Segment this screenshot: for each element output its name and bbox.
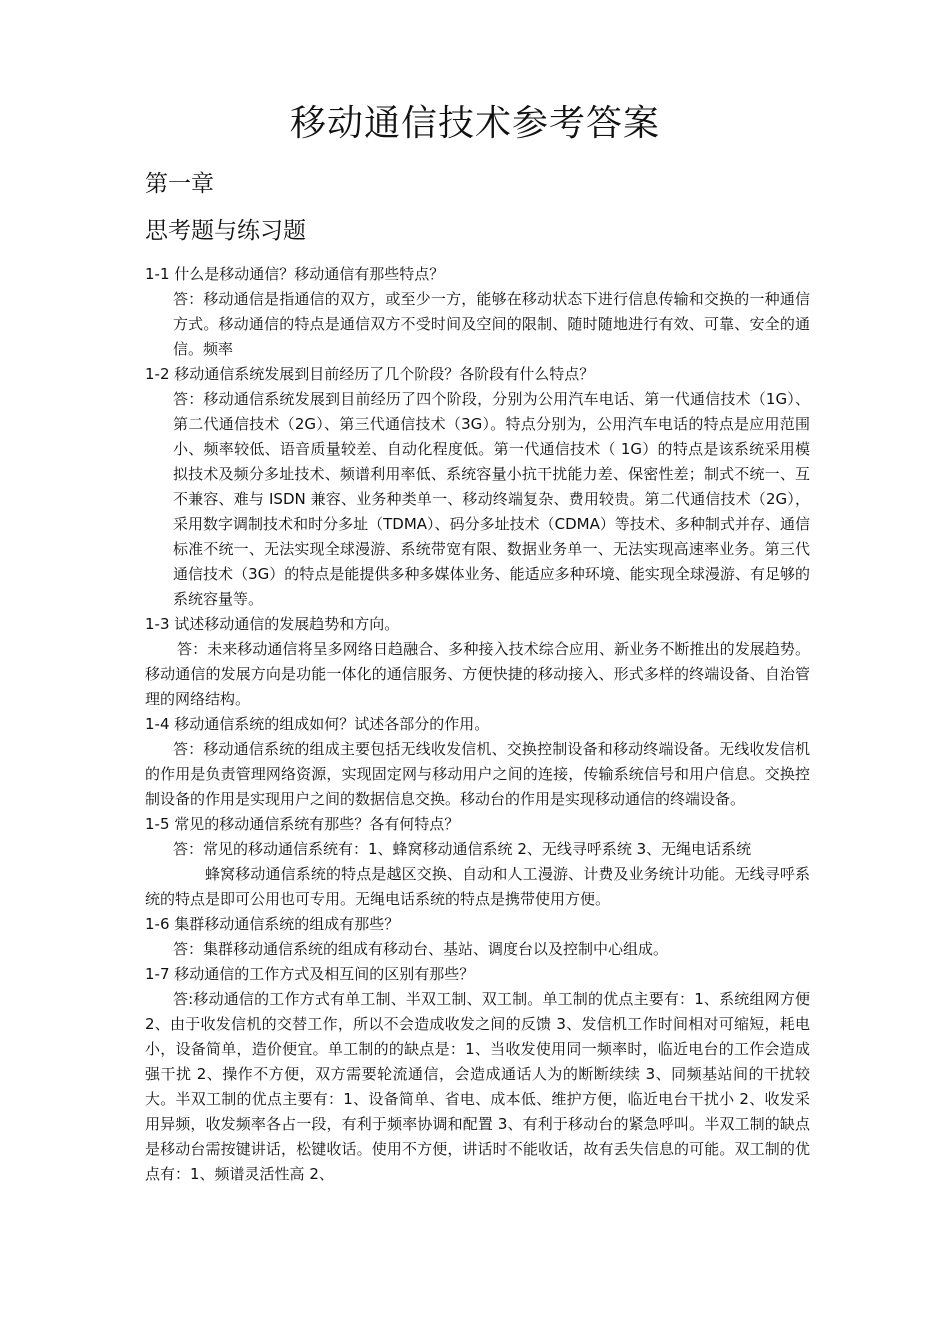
question-1-6: 1-6 集群移动通信系统的组成有那些？: [145, 915, 400, 933]
chapter-heading: 第一章: [145, 171, 214, 197]
question-1-4: 1-4 移动通信系统的组成如何？试述各部分的作用。: [145, 715, 490, 733]
answer-1-1: 答：移动通信是指通信的双方，或至少一方，能够在移动状态下进行信息传输和交换的一种通信方式。移动通信的特点是通信双方不受时间及空间的限制、随时随地进行有效、可靠、安全的通信。频率: [173, 290, 810, 358]
answer-1-5-first-line: 答：常见的移动通信系统有：1、蜂窝移动通信系统 2、无线寻呼系统 3、无绳电话系统: [173, 840, 752, 858]
answer-1-4: 答：移动通信系统的组成主要包括无线收发信机、交换控制设备和移动终端设备。无线收发信机的作用是负责管理网络资源，实现固定网与移动用户之间的连接，传输系统信号和用户信息。交换控制设备的作用是实现用户之间的数据信息交换。移动台的作用是实现移动通信的终端设备。: [145, 740, 810, 808]
answer-1-6: 答：集群移动通信系统的组成有移动台、基站、调度台以及控制中心组成。: [173, 940, 669, 958]
answer-1-7: 答:移动通信的工作方式有单工制、半双工制、双工制。单工制的优点主要有：1、系统组网方便 2、由于收发信机的交替工作，所以不会造成收发之间的反馈 3、发信机工作时间相对可缩短，耗电小，设备简单，造价便宜。单工制的的缺点是：1、当收发使用同一频率时，临近电台的工作会造成强干扰 2、操作不方便，双方需要轮流通信，会造成通话人为的断断续续 3、同频基站间的干扰较大。半双工制的优点主要有：1、设备简单、省电、成本低、维护方便，临近电台干扰小 2、收发采用异频，收发频率各占一段，有利于频率协调和配置 3、有利于移动台的紧急呼叫。半双工制的缺点是移动台需按键讲话，松键收话。使用不方便，讲话时不能收话，故有丢失信息的可能。双工制的优点有：1、频谱灵活性高 2、: [145, 990, 810, 1183]
question-1-1: 1-1 什么是移动通信？移动通信有那些特点？: [145, 265, 445, 283]
answer-1-5: 蜂窝移动通信系统的特点是越区交换、自动和人工漫游、计费及业务统计功能。无线寻呼系统的特点是即可公用也可专用。无绳电话系统的特点是携带使用方便。: [145, 865, 810, 908]
question-1-3: 1-3 试述移动通信的发展趋势和方向。: [145, 615, 400, 633]
question-1-7: 1-7 移动通信的工作方式及相互间的区别有那些？: [145, 965, 475, 983]
answer-1-3: 答：未来移动通信将呈多网络日趋融合、多种接入技术综合应用、新业务不断推出的发展趋势。移动通信的发展方向是功能一体化的通信服务、方便快捷的移动接入、形式多样的终端设备、自治管理的网络结构。: [145, 640, 810, 708]
answer-1-2: 答：移动通信系统发展到目前经历了四个阶段，分别为公用汽车电话、第一代通信技术（1G）、第二代通信技术（2G）、第三代通信技术（3G）。特点分别为，公用汽车电话的特点是应用范围小、频率较低、语音质量较差、自动化程度低。第一代通信技术（ 1G）的特点是该系统采用模拟技术及频分多址技术、频谱利用率低、系统容量小抗干扰能力差、保密性差；制式不统一、互不兼容、难与 ISDN 兼容、业务种类单一、移动终端复杂、费用较贵。第二代通信技术（2G），采用数字调制技术和时分多址（TDMA）、码分多址技术（CDMA）等技术、多种制式并存、通信标准不统一、无法实现全球漫游、系统带宽有限、数据业务单一、无法实现高速率业务。第三代通信技术（3G）的特点是能提供多种多媒体业务、能适应多种环境、能实现全球漫游、有足够的系统容量等。: [173, 390, 810, 608]
qa-content: [145, 262, 810, 1187]
question-1-5: 1-5 常见的移动通信系统有那些？各有何特点？: [145, 815, 460, 833]
question-1-2: 1-2 移动通信系统发展到目前经历了几个阶段？各阶段有什么特点？: [145, 365, 595, 383]
document-title: 移动通信技术参考答案: [289, 103, 660, 144]
section-heading: 思考题与练习题: [145, 218, 306, 244]
